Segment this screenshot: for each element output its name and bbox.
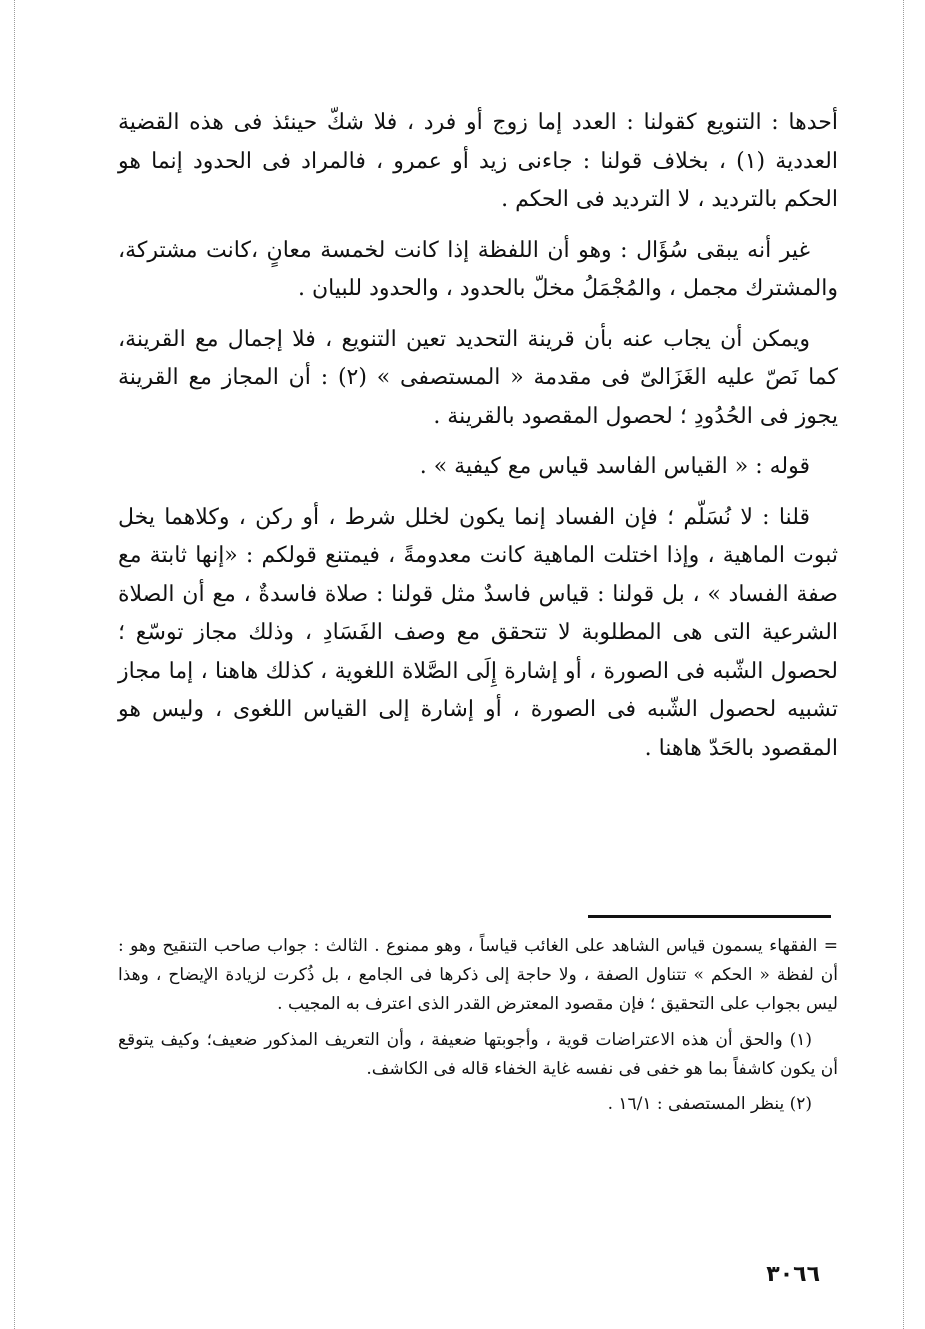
- footnote-1: (١) والحق أن هذه الاعتراضات قوية ، وأجوبتها ضعيفة ، وأن التعريف المذكور ضعيف؛ وكيف يتوقع أن يكون كاشفاً بما هو خفى فى نفسه غاية الخفاء قاله فى الكاشف.: [118, 1029, 838, 1079]
- paragraph-5: قلنا : لا نُسَلّم ؛ فإن الفساد إنما يكون لخلل شرط ، أو ركن ، وكلاهما يخل ثبوت الماهية ، وإذا اختلت الماهية كانت معدومةً ، فيمتنع قولكم : «إنها ثابتة مع صفة الفساد » ، بل قولنا : قياس فاسدٌ مثل قولنا : صلاة فاسدةٌ ، مع أن الصلاة الشرعية التى هى المطلوبة لا تتحقق مع وصف الفَسَادِ ، وذلك مجاز توسّع ؛ لحصول الشّبه فى الصورة ، أو إشارة إِلَى الصَّلاة اللغوية ، كذلك هاهنا ، إما مجاز تشبيه لحصول الشّبه فى الصورة ، أو إشارة إلى القياس اللغوى ، وليس هو المقصود بالحَدّ هاهنا .: [118, 504, 838, 761]
- footnote-continuation: = الفقهاء يسمون قياس الشاهد على الغائب قياساً ، وهو ممنوع . الثالث : جواب صاحب التنقيح وهو : أن لفظة « الحكم » تتناول الصفة ، ولا حاجة إلى ذكرها فى الجامع ، بل ذُكرت لزيادة الإيضاح ، وهذا ليس بجواب على التحقيق ؛ فإن مقصود المعترض القدر الذى اعترف به المجيب .: [118, 936, 838, 1015]
- scan-edge-left: [14, 0, 15, 1329]
- footnotes: [118, 932, 838, 1125]
- paragraph-4: قوله : « القياس الفاسد قياس مع كيفية » .: [419, 454, 810, 479]
- scan-edge-right: [903, 0, 904, 1329]
- footnote-2: (٢) ينظر المستصفى : ١٦/١ .: [607, 1094, 812, 1115]
- main-body-text: [118, 104, 838, 780]
- page-number: ٣٠٦٦: [766, 1262, 820, 1287]
- paragraph-3: ويمكن أن يجاب عنه بأن قرينة التحديد تعين التنويع ، فلا إجمال مع القرينة، كما نَصّ عليه الغَزَالىّ فى مقدمة « المستصفى » (٢) : أن المجاز مع القرينة يجوز فى الحُدُودِ ؛ لحصول المقصود بالقرينة .: [118, 326, 838, 429]
- footnote-separator: [588, 915, 831, 918]
- paragraph-1: أحدها : التنويع كقولنا : العدد إما زوج أو فرد ، فلا شكّ حينئذ فى هذه القضية العددية (١) ، بخلاف قولنا : جاءنى زيد أو عمرو ، فالمراد فى الحدود إنما هو الحكم بالترديد ، لا الترديد فى الحكم .: [118, 110, 838, 212]
- paragraph-2: غير أنه يبقى سُؤَال : وهو أن اللفظة إذا كانت لخمسة معانٍ ،كانت مشتركة، والمشترك مجمل ، والمُجْمَلُ مخلّ بالحدود ، والحدود للبيان .: [118, 237, 838, 301]
